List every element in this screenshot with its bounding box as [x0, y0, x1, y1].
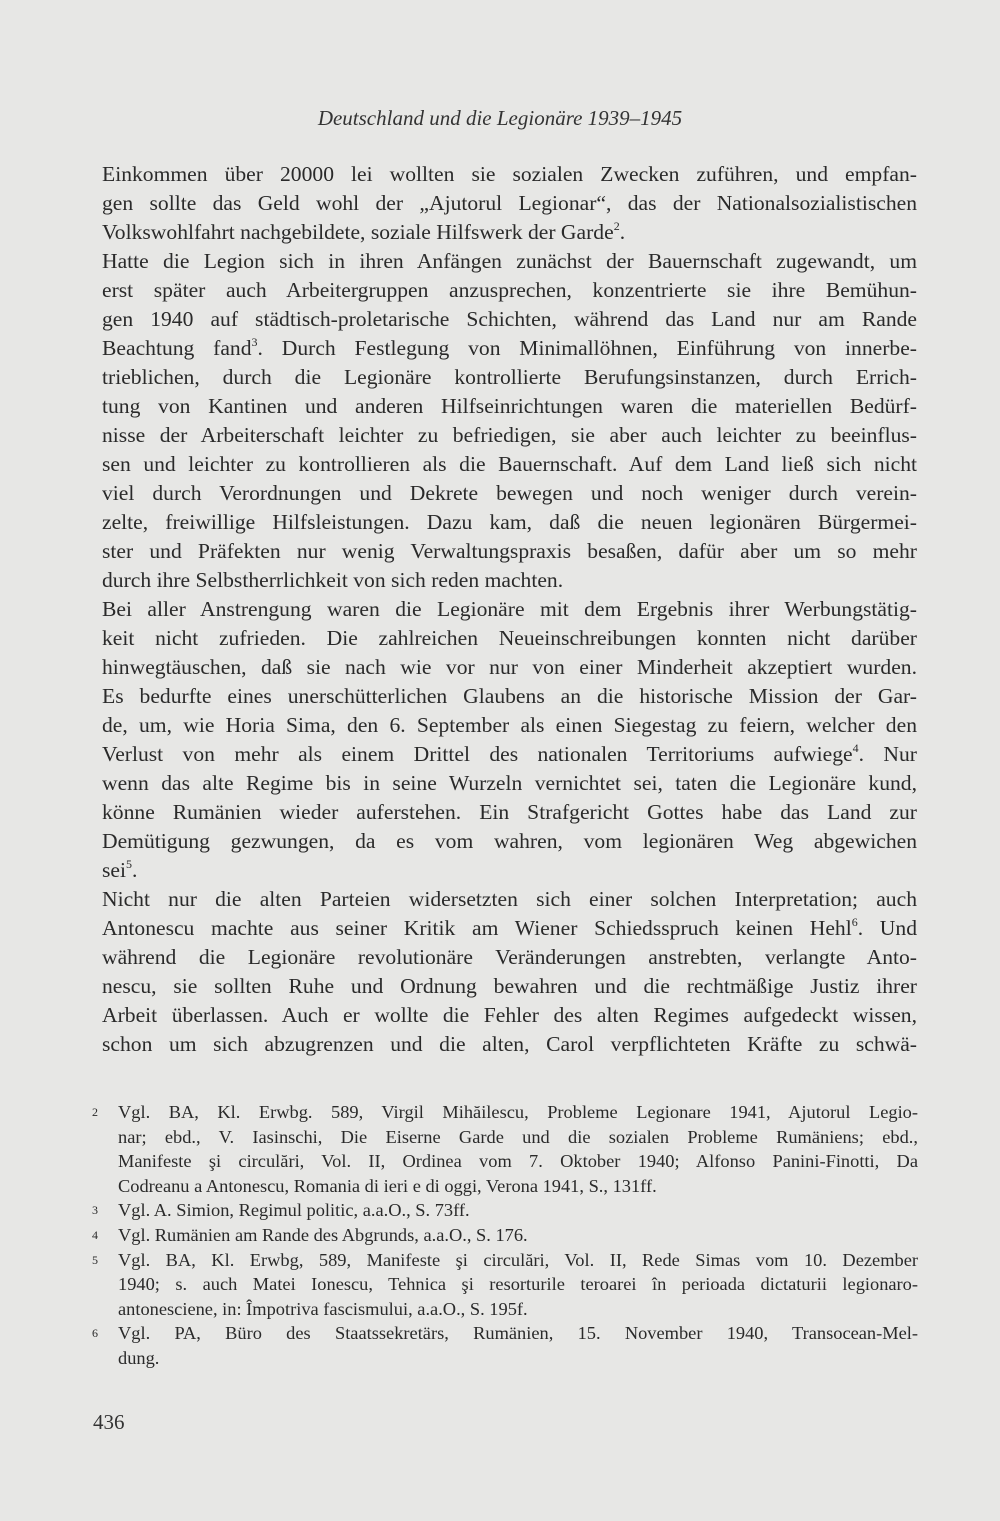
body-line: schon um sich abzugrenzen und die alten, Carol verpflichteten Kräfte zu schwä- — [102, 1032, 917, 1056]
footnote-mark: 5 — [92, 1252, 98, 1267]
body-line: keit nicht zufrieden. Die zahlreichen Neueinschreibungen konnten nicht darüber — [102, 626, 917, 650]
page-number: 436 — [93, 1410, 125, 1434]
body-line: Demütigung gezwungen, da es vom wahren, vom legionären Weg abgewichen — [102, 829, 917, 853]
footnote-line: antonesciene, in: Împotriva fascismului, a.a.O., S. 195f. — [118, 1298, 528, 1319]
body-line — [102, 856, 917, 885]
footnote-mark: 3 — [92, 1203, 98, 1218]
body-line: erst später auch Arbeitergruppen anzusprechen, konzentrierte sie ihre Bemühun- — [102, 278, 917, 302]
body-line-text: Verlust von mehr als einem Drittel des nationalen Territoriums aufwiege — [102, 742, 853, 766]
body-text — [102, 160, 917, 1059]
footnote-6 — [92, 1321, 918, 1370]
footnote-line: Manifeste şi circulări, Vol. II, Ordinea vom 7. Oktober 1940; Alfonso Panini-Finotti, Da — [118, 1151, 918, 1172]
body-line: Nicht nur die alten Parteien widersetzten sich einer solchen Interpretation; auch — [102, 887, 917, 911]
body-line — [102, 218, 917, 247]
footnote-line: Vgl. Rumänien am Rande des Abgrunds, a.a.O., S. 176. — [118, 1224, 528, 1245]
body-line: nisse der Arbeiterschaft leichter zu befriedigen, sie aber auch leichter zu beeinflus- — [102, 423, 917, 447]
footnote-4 — [92, 1223, 918, 1248]
body-line: während die Legionäre revolutionäre Veränderungen anstrebten, verlangte Anto- — [102, 945, 917, 969]
footnote-mark: 4 — [92, 1227, 98, 1242]
body-line: sen und leichter zu kontrollieren als die Bauernschaft. Auf dem Land ließ sich nicht — [102, 452, 917, 476]
body-line-text: Volkswohlfahrt nachgebildete, soziale Hilfswerk der Garde — [102, 220, 614, 244]
footnote-line: Vgl. A. Simion, Regimul politic, a.a.O., S. 73ff. — [118, 1200, 470, 1221]
footnote-mark: 6 — [92, 1326, 98, 1341]
footnote-line: dung. — [118, 1347, 160, 1368]
footnote-line: Vgl. BA, Kl. Erwbg. 589, Virgil Mihăilescu, Probleme Legionare 1941, Ajutorul Legio- — [118, 1102, 918, 1122]
body-line: Es bedurfte eines unerschütterlichen Glaubens an die historische Mission der Gar- — [102, 684, 917, 708]
body-line: de, um, wie Horia Sima, den 6. September als einen Siegestag zu feiern, welcher den — [102, 713, 917, 737]
body-line — [102, 334, 917, 363]
body-line: hinwegtäuschen, daß sie nach wie vor nur von einer Minderheit akzeptiert wurden. — [102, 655, 917, 679]
footnote-line: Vgl. BA, Kl. Erwbg, 589, Manifeste şi circulări, Vol. II, Rede Simas vom 10. Dezember — [118, 1249, 918, 1270]
footnote-ref[interactable]: 3 — [251, 335, 258, 349]
body-line — [102, 740, 917, 769]
body-line: gen 1940 auf städtisch-proletarische Schichten, während das Land nur am Rande — [102, 307, 917, 331]
body-line-text: . — [619, 220, 626, 244]
footnote-2 — [92, 1100, 918, 1198]
body-line: Arbeit überlassen. Auch er wollte die Fehler des alten Regimes aufgedeckt wissen, — [102, 1003, 917, 1027]
body-line-text: . Durch Festlegung von Minimallöhnen, Einführung von innerbe- — [257, 336, 917, 360]
body-line: zelte, freiwillige Hilfsleistungen. Dazu kam, daß die neuen legionären Bürgermei- — [102, 510, 917, 534]
footnote-ref[interactable]: 2 — [613, 219, 620, 233]
body-line: wenn das alte Regime bis in seine Wurzeln vernichtet sei, taten die Legionäre kund, — [102, 771, 917, 795]
footnote-line: nar; ebd., V. Iasinschi, Die Eiserne Garde und die sozialen Probleme Rumäniens; ebd., — [118, 1126, 918, 1147]
body-line: gen sollte das Geld wohl der „Ajutorul Legionar“, das der Nationalsozialistischen — [102, 191, 917, 215]
body-line: könne Rumänien wieder auferstehen. Ein Strafgericht Gottes habe das Land zur — [102, 800, 917, 824]
footnote-line: Codreanu a Antonescu, Romania di ieri e di oggi, Verona 1941, S., 131ff. — [118, 1175, 657, 1196]
body-line-text: . Und — [857, 916, 917, 940]
body-line — [102, 914, 917, 943]
body-line: ster und Präfekten nur wenig Verwaltungspraxis besaßen, dafür aber um so mehr — [102, 539, 917, 563]
body-line-text: Antonescu machte aus seiner Kritik am Wiener Schiedsspruch keinen Hehl — [102, 916, 852, 940]
body-line-text: . Nur — [858, 742, 917, 766]
footnote-5 — [92, 1248, 918, 1322]
footnote-mark: 2 — [92, 1105, 98, 1119]
footnote-line: 1940; s. auch Matei Ionescu, Tehnica şi resorturile teroarei în perioada dictaturii legionaro- — [118, 1274, 918, 1295]
footnote-ref[interactable]: 5 — [126, 857, 132, 871]
running-head: Deutschland und die Legionäre 1939–1945 — [317, 106, 683, 130]
footnote-ref[interactable]: 4 — [852, 741, 859, 755]
body-line: viel durch Verordnungen und Dekrete bewegen und noch weniger durch verein- — [102, 481, 917, 505]
body-line: nescu, sie sollten Ruhe und Ordnung bewahren und die rechtmäßige Justiz ihrer — [102, 974, 917, 998]
footnote-ref[interactable]: 6 — [851, 915, 858, 929]
body-line: Einkommen über 20000 lei wollten sie sozialen Zwecken zuführen, und empfan- — [102, 162, 917, 186]
footnote-3 — [92, 1198, 918, 1223]
body-line: trieblichen, durch die Legionäre kontrollierte Berufungsinstanzen, durch Errich- — [102, 365, 917, 389]
body-line: Hatte die Legion sich in ihren Anfängen zunächst der Bauernschaft zugewandt, um — [102, 249, 917, 273]
body-line-text: . — [132, 858, 138, 882]
body-line: Bei aller Anstrengung waren die Legionäre mit dem Ergebnis ihrer Werbungstätig- — [102, 597, 917, 621]
body-line-text: Beachtung fand — [102, 336, 252, 360]
body-line-text: sei — [102, 858, 126, 882]
footnote-line: Vgl. PA, Büro des Staatssekretärs, Rumänien, 15. November 1940, Transocean-Mel- — [118, 1323, 918, 1344]
footnotes — [92, 1100, 918, 1371]
body-line: tung von Kantinen und anderen Hilfseinrichtungen waren die materiellen Bedürf- — [102, 394, 917, 418]
body-line: durch ihre Selbstherrlichkeit von sich reden machten. — [102, 568, 564, 592]
